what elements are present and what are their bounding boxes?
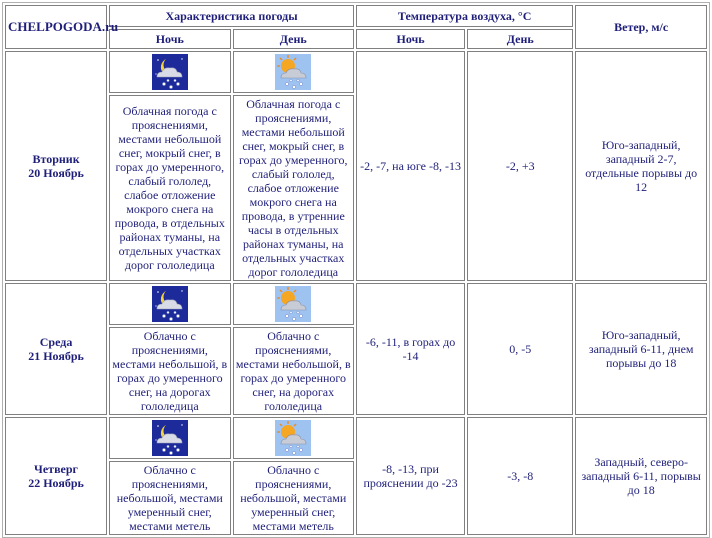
temp-night-header: Ночь [356, 29, 465, 49]
weekday: Вторник [32, 152, 80, 166]
night-icon-cell [109, 283, 230, 325]
date: 20 Ноябрь [28, 166, 84, 180]
weather-night-header: Ночь [109, 29, 230, 49]
day-icon-cell [233, 417, 354, 459]
temp-day: -3, -8 [467, 417, 573, 535]
site-title[interactable]: CHELPOGODA.ru [8, 19, 119, 34]
site-title-cell [5, 5, 119, 49]
air-temperature-header: Температура воздуха, °С [356, 5, 573, 27]
temp-day: 0, -5 [467, 283, 573, 415]
day-label-cell [5, 417, 107, 535]
sun-cloud-snow-icon [275, 286, 311, 322]
weather-characteristics-header: Характеристика погоды [109, 5, 354, 27]
day-description: Облачно с прояснениями, местами небольшой, в горах до умеренного снег, на дорогах гололедица [233, 327, 354, 415]
day-label-cell [5, 283, 107, 415]
sun-cloud-snow-icon [275, 420, 311, 456]
night-description: Облачная погода с прояснениями, местами небольшой снег, мокрый снег, в горах до умеренного, слабый гололед, слабое отложение мокрого снега на провода, в отдельных районах туманы, на отдельных участках дорог гололедица [109, 95, 230, 281]
date: 22 Ноябрь [28, 476, 84, 490]
day-icon-cell [233, 283, 354, 325]
day-description: Облачная погода с прояснениями, местами небольшой снег, мокрый снег, в горах до умеренного, слабый гололед, слабое отложение мокрого снега на провода, в утренние часы в отдельных районах туманы, на отдельных участках дорог гололедица [233, 95, 354, 281]
weekday: Четверг [34, 462, 79, 476]
temp-day: -2, +3 [467, 51, 573, 281]
wind-value: Юго-западный, западный 2-7, отдельные порывы до 12 [575, 51, 707, 281]
night-icon-cell [109, 417, 230, 459]
day-label-cell [5, 51, 107, 281]
night-description: Облачно с прояснениями, местами небольшой, в горах до умеренного снег, на дорогах гололедица [109, 327, 230, 415]
moon-cloud-snow-icon [152, 286, 188, 322]
weekday: Среда [39, 335, 73, 349]
wind-value: Западный, северо-западный 6-11, порывы до 18 [575, 417, 707, 535]
weather-day-header: День [233, 29, 354, 49]
temp-night: -6, -11, в горах до -14 [356, 283, 465, 415]
night-icon-cell [109, 51, 230, 93]
moon-cloud-snow-icon [152, 54, 188, 90]
sun-cloud-snow-icon [275, 54, 311, 90]
forecast-table [2, 2, 710, 538]
date: 21 Ноябрь [28, 349, 84, 363]
temp-night: -2, -7, на юге -8, -13 [356, 51, 465, 281]
wind-value: Юго-западный, западный 6-11, днем порывы до 18 [575, 283, 707, 415]
wind-header: Ветер, м/с [575, 5, 707, 49]
temp-day-header: День [467, 29, 573, 49]
temp-night: -8, -13, при прояснении до -23 [356, 417, 465, 535]
day-description: Облачно с прояснениями, небольшой, местами умеренный снег, местами метель [233, 461, 354, 535]
moon-cloud-snow-icon [152, 420, 188, 456]
night-description: Облачно с прояснениями, небольшой, местами умеренный снег, местами метель [109, 461, 230, 535]
day-icon-cell [233, 51, 354, 93]
